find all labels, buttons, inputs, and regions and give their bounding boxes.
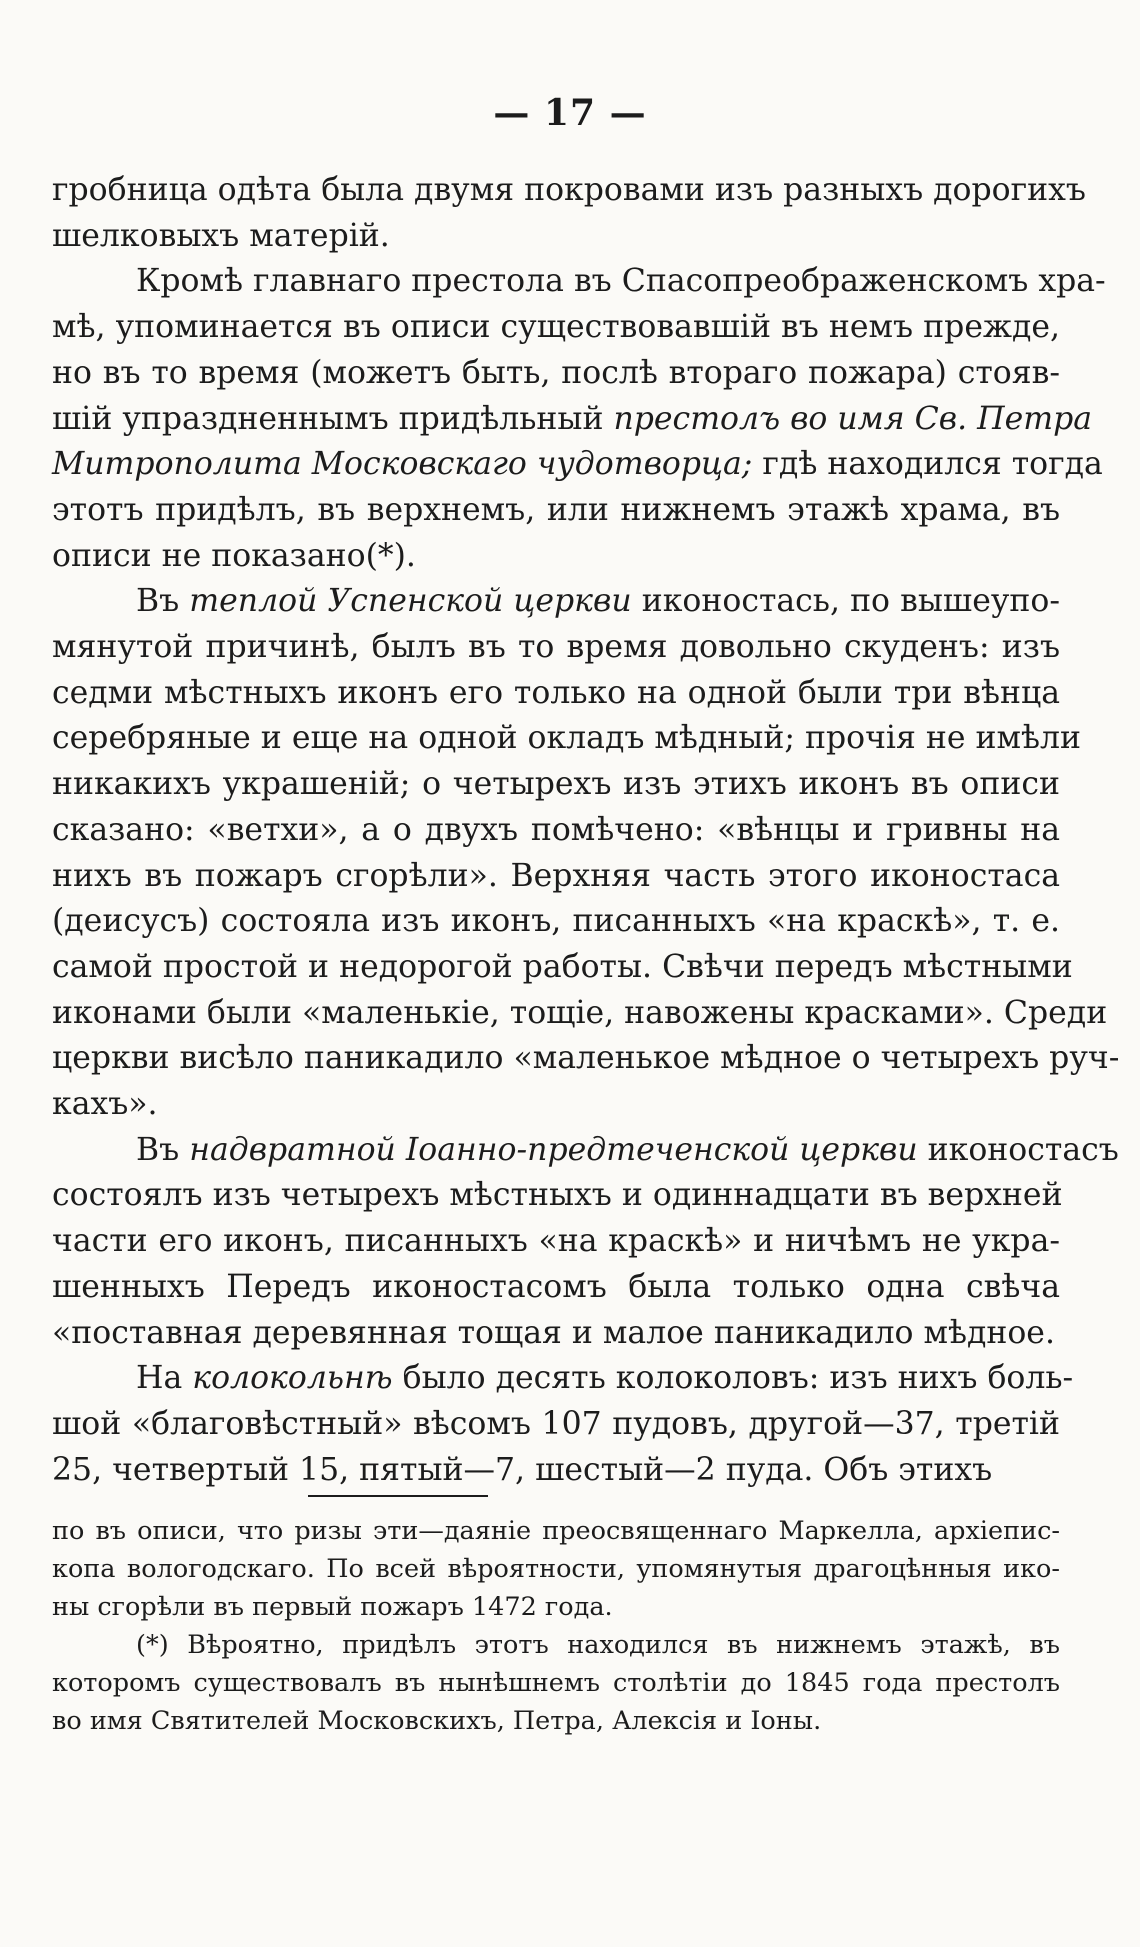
text-line [52, 1311, 1060, 1357]
text-segment: никакихъ украшеній; о четырехъ изъ этихъ иконъ въ описи [52, 766, 1060, 803]
footnote-line: (*) Вѣроятно, придѣлъ этотъ находился въ нижнемъ этажѣ, въ [136, 1630, 1060, 1660]
text-segment: шой «благовѣстный» вѣсомъ 107 пудовъ, другой—37, третій [52, 1405, 1060, 1442]
italic-text: надвратной Іоанно-предтеченской церкви [189, 1131, 918, 1168]
text-segment: (деисусъ) состояла изъ иконъ, писанныхъ «на краскѣ», т. е. [52, 903, 1060, 940]
text-segment: мѣ, упоминается въ описи существовавшій въ немъ прежде, [52, 309, 1060, 346]
text-segment: шій упраздненнымъ придѣльный [52, 400, 614, 437]
text-line [52, 1173, 1063, 1219]
text-line [52, 899, 1060, 945]
text-segment: Кромѣ главнаго престола въ Спасопреображенскомъ хра- [136, 263, 1106, 300]
footnote-separator [308, 1495, 488, 1497]
text-segment: шелковыхъ матерій. [52, 217, 390, 254]
text-line [52, 168, 1086, 214]
italic-text: теплой Успенской церкви [189, 583, 632, 620]
text-line [52, 671, 1060, 717]
text-line [52, 259, 1106, 305]
text-line [52, 442, 1103, 488]
footnote-line: копа вологодскаго. По всей вѣроятности, упомянутыя драгоцѣнныя ико- [52, 1554, 1060, 1584]
text-segment: но въ то время (можетъ быть, послѣ втораго пожара) стояв- [52, 354, 1060, 391]
text-line [52, 214, 1060, 260]
footnote-line: по въ описи, что ризы эти—даяніе преосвященнаго Маркелла, архіепис- [52, 1516, 1060, 1546]
text-line [52, 1082, 1060, 1128]
italic-text: престолъ во имя Св. Петра [613, 400, 1093, 437]
text-segment: седми мѣстныхъ иконъ его только на одной были три вѣнца [52, 674, 1060, 711]
footnote [52, 1512, 1060, 1626]
text-segment: мянутой причинѣ, былъ въ то время довольно скуденъ: изъ [52, 629, 1060, 666]
text-line [52, 1219, 1060, 1265]
footnote [52, 1626, 1060, 1740]
text-line [52, 716, 1082, 762]
text-segment: сказано: «ветхи», а о двухъ помѣчено: «вѣнцы и гривны на [52, 811, 1060, 848]
text-segment: кахъ». [52, 1086, 158, 1123]
footnote-line: ны сгорѣли въ первый пожаръ 1472 года. [52, 1592, 613, 1622]
text-line [52, 351, 1060, 397]
footnote-line: которомъ существовалъ въ нынѣшнемъ столѣтіи до 1845 года престолъ [52, 1668, 1060, 1698]
text-segment: гробница одѣта была двумя покровами изъ разныхъ дорогихъ [52, 172, 1086, 208]
text-segment: Въ [136, 1131, 190, 1168]
text-line [52, 534, 1060, 580]
text-segment: было десять колоколовъ: изъ нихъ боль- [392, 1360, 1074, 1397]
text-segment: описи не показано(*). [52, 537, 416, 574]
text-segment: Въ [136, 583, 190, 620]
text-segment: иконами были «маленькіе, тощіе, навожены красками». Среди [52, 994, 1108, 1031]
page-number: — 17 — [493, 92, 647, 134]
text-line [52, 305, 1060, 351]
body-text [52, 168, 1120, 1493]
text-line [52, 1402, 1060, 1448]
text-line [52, 488, 1060, 534]
text-segment: На [136, 1360, 193, 1397]
footnote-line: во имя Святителей Московскихъ, Петра, Алексія и Іоны. [52, 1706, 822, 1736]
text-line [52, 625, 1060, 671]
text-segment: нихъ въ пожаръ сгорѣли». Верхняя часть этого иконостаса [52, 857, 1060, 894]
text-segment: 25, четвертый 15, пятый—7, шестый—2 пуда. Объ этихъ [52, 1451, 993, 1488]
text-line [52, 808, 1060, 854]
italic-text: Митрополита Московскаго чудотворца; [52, 446, 753, 483]
text-segment: шенныхъ Передъ иконостасомъ была только одна свѣча [52, 1268, 1060, 1305]
text-segment: этотъ придѣлъ, въ верхнемъ, или нижнемъ этажѣ храма, въ [52, 491, 1060, 528]
text-segment: иконостась, по вышеупо- [631, 583, 1060, 620]
paragraph [52, 259, 1106, 579]
text-line [52, 1128, 1119, 1174]
text-segment: состоялъ изъ четырехъ мѣстныхъ и одиннадцати въ верхней [52, 1177, 1063, 1214]
text-line [52, 854, 1060, 900]
paragraph [52, 1356, 1074, 1493]
text-segment: серебряные и еще на одной окладъ мѣдный; прочія не имѣли [52, 720, 1082, 757]
paragraph [52, 1128, 1119, 1357]
text-line [52, 762, 1060, 808]
text-line [52, 397, 1093, 443]
text-segment: церкви висѣло паникадило «маленькое мѣдное о четырехъ руч- [52, 1040, 1120, 1077]
text-segment: части его иконъ, писанныхъ «на краскѣ» и ничѣмъ не укра- [52, 1223, 1060, 1260]
paragraph [52, 579, 1120, 1127]
text-line [52, 991, 1108, 1037]
text-segment: самой простой и недорогой работы. Свѣчи передъ мѣстными [52, 948, 1073, 985]
text-line [52, 579, 1060, 625]
italic-text: колокольнѣ [192, 1360, 393, 1397]
paragraph [52, 168, 1086, 259]
text-segment: гдѣ находился тогда [752, 446, 1103, 483]
text-line [52, 1265, 1060, 1311]
text-line [52, 945, 1073, 991]
text-segment: «поставная деревянная тощая и малое паникадило мѣдное. [52, 1314, 1055, 1351]
text-line [52, 1036, 1120, 1082]
text-line [52, 1448, 1060, 1494]
text-line [52, 1356, 1074, 1402]
text-segment: иконостасъ [917, 1131, 1119, 1168]
footnotes [52, 1512, 1060, 1740]
